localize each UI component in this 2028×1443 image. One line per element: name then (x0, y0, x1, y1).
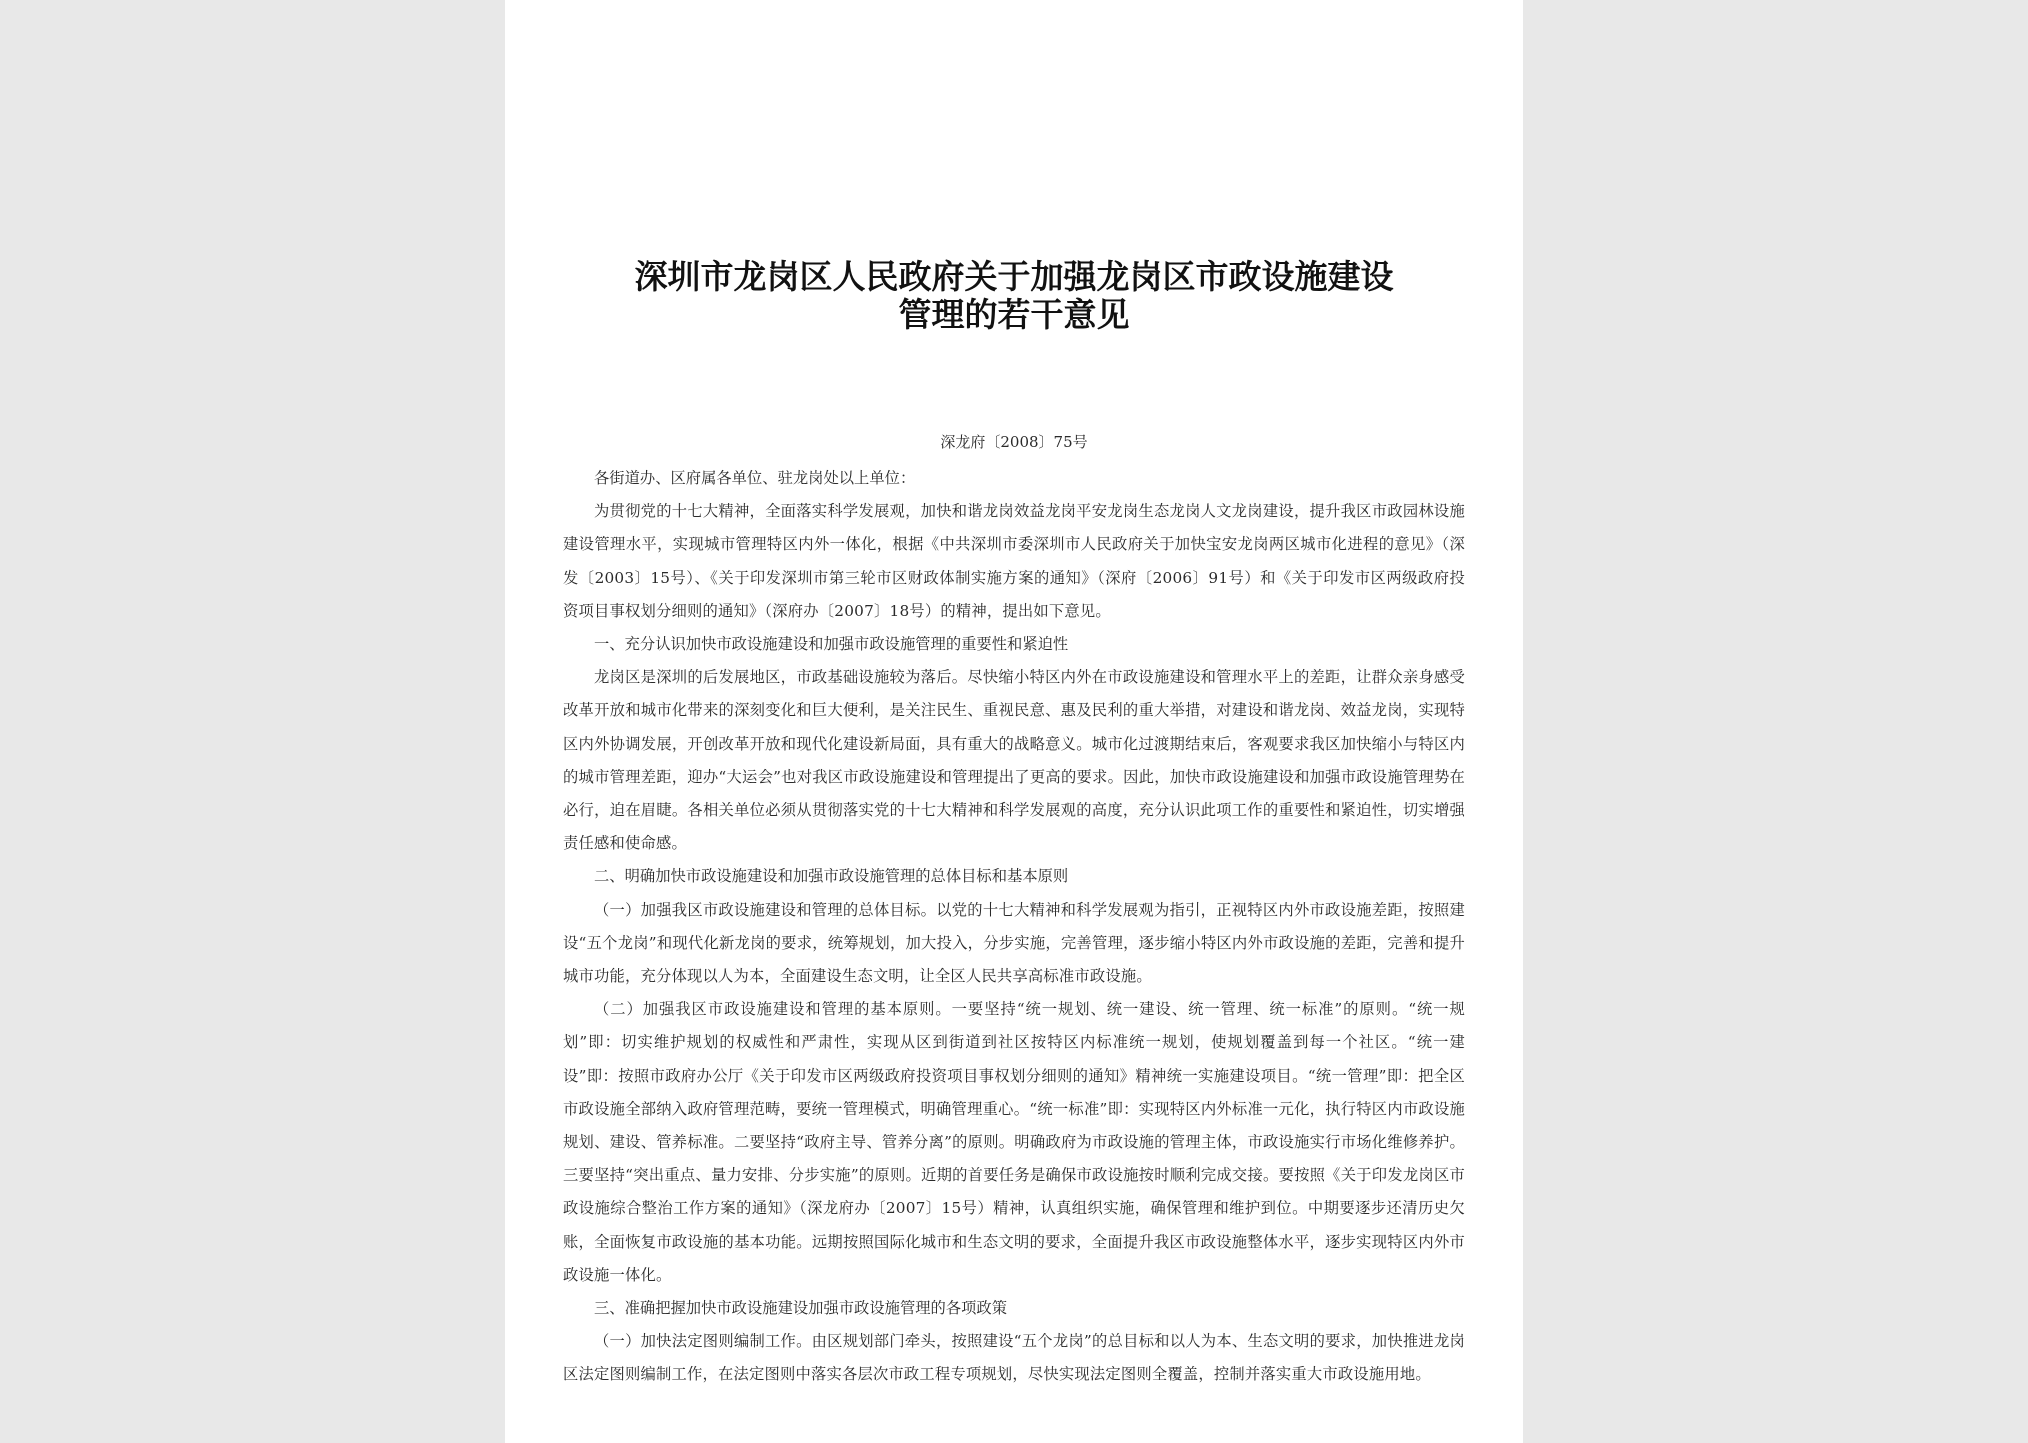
intro-paragraph: 为贯彻党的十七大精神，全面落实科学发展观，加快和谐龙岗效益龙岗平安龙岗生态龙岗人文龙岗建设，提升我区市政园林设施建设管理水平，实现城市管理特区内外一体化，根据《中共深圳市委深圳市人民政府关于加快宝安龙岗两区城市化进程的意见》（深发〔2003〕15号）、《关于印发深圳市第三轮市区财政体制实施方案的通知》（深府〔2006〕91号）和《关于印发市区两级政府投资项目事权划分细则的通知》（深府办〔2007〕18号）的精神，提出如下意见。 (563, 502, 1465, 620)
section-3-paragraph-a: （一）加快法定图则编制工作。由区规划部门牵头，按照建设“五个龙岗”的总目标和以人为本、生态文明的要求，加快推进龙岗区法定图则编制工作，在法定图则中落实各层次市政工程专项规划，尽快实现法定图则全覆盖，控制并落实重大市政设施用地。 (563, 1332, 1465, 1384)
section-heading-3: 三、准确把握加快市政设施建设加强市政设施管理的各项政策 (594, 1299, 1008, 1318)
section-heading-1: 一、充分认识加快市政设施建设和加强市政设施管理的重要性和紧迫性 (594, 635, 1069, 654)
section-2-paragraph-a: （一）加强我区市政设施建设和管理的总体目标。以党的十七大精神和科学发展观为指引，正视特区内外市政设施差距，按照建设“五个龙岗”和现代化新龙岗的要求，统筹规划，加大投入，分步实施，完善管理，逐步缩小特区内外市政设施的差距，完善和提升城市功能，充分体现以人为本，全面建设生态文明，让全区人民共享高标准市政设施。 (563, 900, 1465, 986)
document-body (563, 462, 1465, 1392)
document-page (505, 0, 1523, 1443)
section-2-paragraph-b: （二）加强我区市政设施建设和管理的基本原则。一要坚持“统一规划、统一建设、统一管理、统一标准”的原则。“统一规划”即：切实维护规划的权威性和严肃性，实现从区到街道到社区按特区内标准统一规划，使规划覆盖到每一个社区。“统一建设”即：按照市政府办公厅《关于印发市区两级政府投资项目事权划分细则的通知》精神统一实施建设项目。“统一管理”即：把全区市政设施全部纳入政府管理范畴，要统一管理模式，明确管理重心。“统一标准”即：实现特区内外标准一元化，执行特区内市政设施规划、建设、管养标准。二要坚持“政府主导、管养分离”的原则。明确政府为市政设施的管理主体，市政设施实行市场化维修养护。三要坚持“突出重点、量力安排、分步实施”的原则。近期的首要任务是确保市政设施按时顺利完成交接。要按照《关于印发龙岗区市政设施综合整治工作方案的通知》（深龙府办〔2007〕15号）精神，认真组织实施，确保管理和维护到位。中期要逐步还清历史欠账，全面恢复市政设施的基本功能。远期按照国际化城市和生态文明的要求，全面提升我区市政设施整体水平，逐步实现特区内外市政设施一体化。 (563, 1000, 1465, 1284)
title-line-2: 管理的若干意见 (898, 295, 1130, 334)
section-1-paragraph: 龙岗区是深圳的后发展地区，市政基础设施较为落后。尽快缩小特区内外在市政设施建设和管理水平上的差距，让群众亲身感受改革开放和城市化带来的深刻变化和巨大便利，是关注民生、重视民意、惠及民利的重大举措，对建设和谐龙岗、效益龙岗，实现特区内外协调发展，开创改革开放和现代化建设新局面，具有重大的战略意义。城市化过渡期结束后，客观要求我区加快缩小与特区内的城市管理差距，迎办“大运会”也对我区市政设施建设和管理提出了更高的要求。因此，加快市政设施建设和加强市政设施管理势在必行，迫在眉睫。各相关单位必须从贯彻落实党的十七大精神和科学发展观的高度，充分认识此项工作的重要性和紧迫性，切实增强责任感和使命感。 (563, 668, 1465, 853)
title-line-1: 深圳市龙岗区人民政府关于加强龙岗区市政设施建设 (634, 257, 1394, 296)
document-title (563, 258, 1465, 334)
document-number: 深龙府〔2008〕75号 (940, 433, 1088, 451)
section-heading-2: 二、明确加快市政设施建设和加强市政设施管理的总体目标和基本原则 (594, 867, 1069, 886)
salutation: 各街道办、区府属各单位、驻龙岗处以上单位： (594, 469, 916, 487)
